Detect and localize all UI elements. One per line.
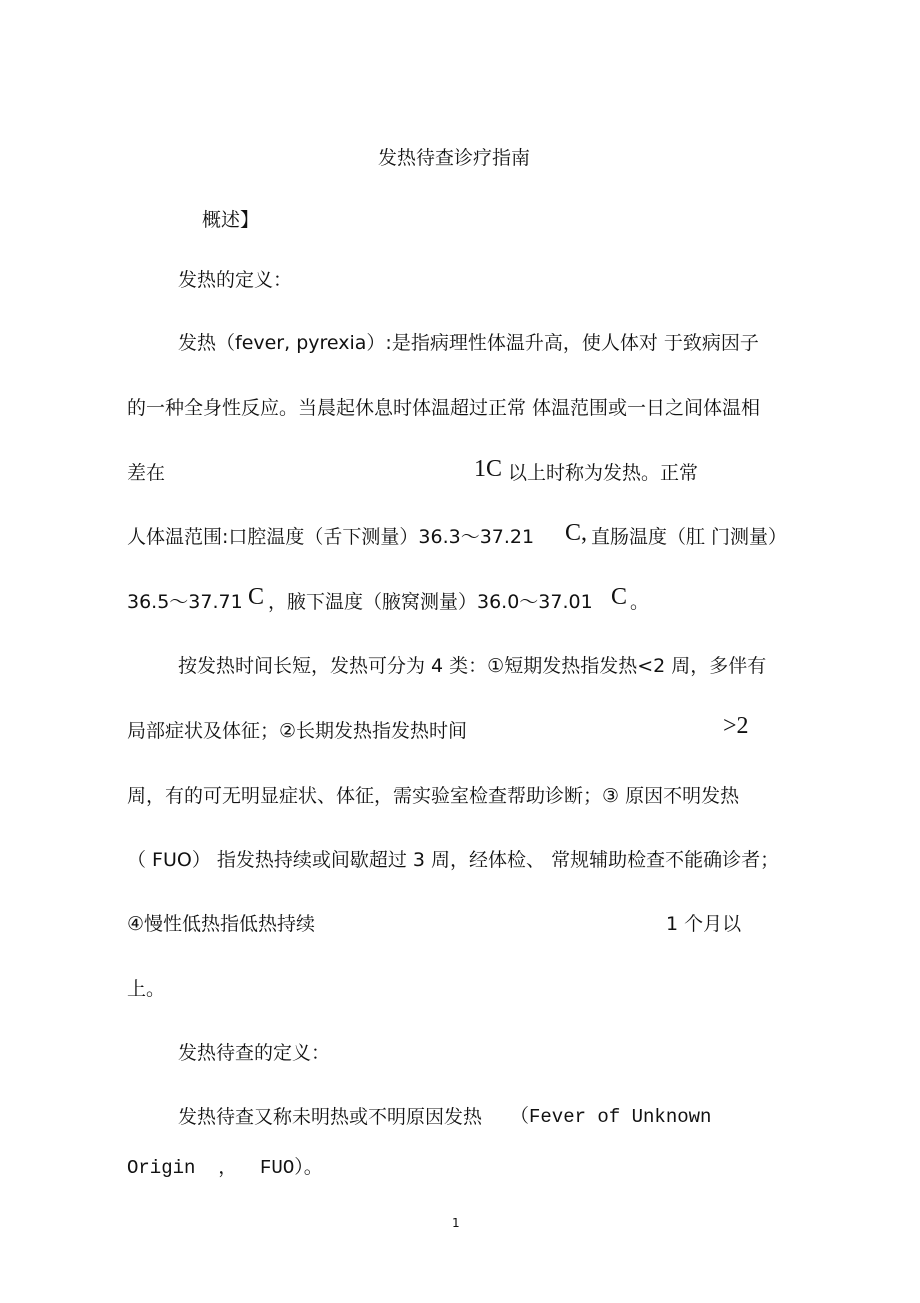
class-line-4: （ FUO） 指发热持续或间歇超过 3 周，经体检、 常规辅助检查不能确诊者； (127, 849, 780, 871)
class-line-3: 周，有的可无明显症状、体征，需实验室检查帮助诊断；③ 原因不明发热 (127, 785, 740, 807)
class-line-5a: ④慢性低热指低热持续 (127, 913, 316, 935)
fuo-def-line-2: Origin ， FUO）。 (127, 1157, 323, 1179)
fuo-heading: 发热待查的定义： (178, 1042, 331, 1064)
fever-def-line-5e: 。 (630, 591, 650, 613)
class-duration-gt2: >2 (723, 713, 749, 739)
page-title: 发热待查诊疗指南 (378, 147, 531, 169)
fever-def-line-2: 的一种全身性反应。当晨起休息时体温超过正常 体温范围或一日之间体温相 (127, 397, 761, 419)
fever-def-line-5a: 36.5～37.71 (127, 591, 243, 613)
class-line-5b: 1 个月以 (666, 913, 742, 935)
fever-def-line-3c: 以上时称为发热。正常 (508, 462, 699, 484)
page-number: 1 (452, 1216, 460, 1230)
fever-def-unit-1: C, (565, 520, 588, 546)
fever-def-line-4a: 人体温范围:口腔温度（舌下测量）36.3～37.21 (127, 526, 535, 548)
section-heading: 概述】 (202, 209, 260, 231)
class-line-6: 上。 (127, 978, 166, 1000)
fever-def-line-5c: ，腋下温度（腋窝测量）36.0～37.01 (268, 591, 593, 613)
fuo-def-line-1a: 发热待查又称未明热或不明原因发热 (178, 1106, 483, 1128)
fuo-def-line-1b: （Fever of Unknown (510, 1106, 712, 1128)
fever-def-line-1: 发热（fever, pyrexia）:是指病理性体温升高，使人体对 于致病因子 (178, 332, 759, 354)
definition-heading: 发热的定义： (178, 269, 293, 291)
fever-def-unit-2: C (248, 584, 265, 610)
fever-def-line-3a: 差在 (127, 462, 166, 484)
fever-def-threshold: 1C (474, 456, 503, 482)
class-line-1: 按发热时间长短，发热可分为 4 类：①短期发热指发热<2 周，多伴有 (178, 655, 767, 677)
fever-def-unit-3: C (611, 584, 628, 610)
fever-def-line-4c: 直肠温度（肛 门测量） (591, 526, 788, 548)
class-line-2a: 局部症状及体征；②长期发热指发热时间 (127, 720, 468, 742)
